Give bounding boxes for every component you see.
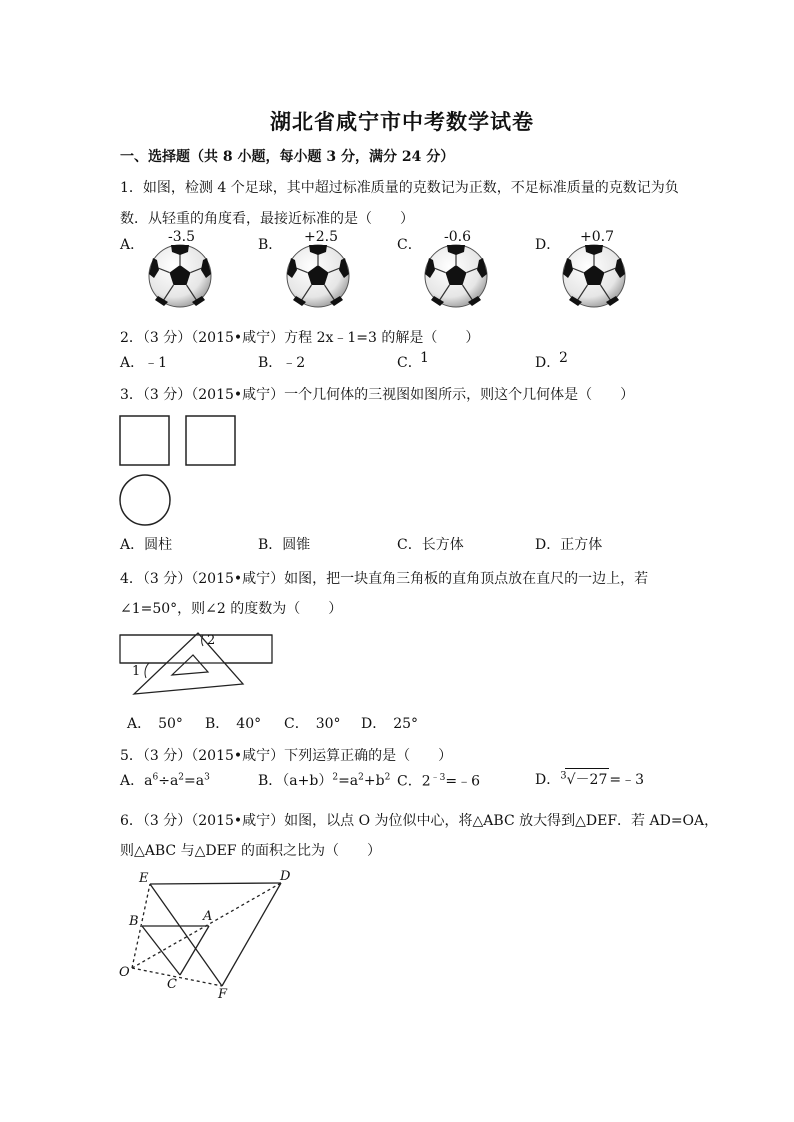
q4-option-b: B． 40° <box>205 716 262 732</box>
similar-triangles-figure <box>132 883 281 986</box>
q3-option-b: B．圆锥 <box>258 537 311 553</box>
soccer-ball-c <box>425 245 487 307</box>
point-b-label: B <box>129 914 139 929</box>
q2-option-a: A．﹣1 <box>120 355 168 371</box>
q5-b-rest2: +b <box>363 773 385 789</box>
side-view-square <box>186 416 235 465</box>
q5-a-op: ÷a <box>158 773 179 789</box>
angle-1-arc <box>145 663 149 678</box>
q5-d-prefix: D． <box>535 772 561 788</box>
q1-option-a-letter: A． <box>120 237 145 253</box>
question-6-line1: 6．（3 分）（2015•咸宁）如图，以点 O 为位似中心，将△ABC 放大得到△DEF．若 AD=OA， <box>120 813 719 829</box>
q5-c-prefix: C． <box>397 773 422 790</box>
q5-c-base: 2 <box>421 773 431 790</box>
point-c-label: C <box>167 977 177 992</box>
point-a-label: A <box>203 909 213 924</box>
q5-d-radical: √－27 <box>565 768 610 789</box>
question-6-line2: 则△ABC 与△DEF 的面积之比为（ ） <box>120 843 381 859</box>
soccer-ball-b <box>287 245 349 307</box>
q1-option-c-letter: C． <box>397 237 422 253</box>
soccer-ball-d <box>563 245 625 307</box>
q5-b-exp2: 2 <box>358 772 364 783</box>
q5-b-rest: =a <box>338 773 359 789</box>
question-1-line2: 数．从轻重的角度看，最接近标准的是（ ） <box>120 211 414 227</box>
q2-option-c-value: 1 <box>420 350 429 366</box>
q5-d-root-index: 3 <box>560 770 567 782</box>
q2-option-d-value: 2 <box>559 350 568 366</box>
point-o-label: O <box>119 965 130 980</box>
q5-option-a <box>120 770 210 790</box>
q5-d-rest: =﹣3 <box>609 772 644 788</box>
q5-option-d <box>535 768 644 789</box>
q4-option-c: C． 30° <box>284 716 341 732</box>
question-1-line1: 1．如图，检测 4 个足球，其中超过标准质量的克数记为正数，不足标准质量的克数记为负 <box>120 180 679 196</box>
q5-c-exp: ﹣3 <box>430 773 446 783</box>
q1-option-a-value: -3.5 <box>168 229 195 245</box>
q5-b-prefix: B． <box>258 773 283 789</box>
q5-a-exp2: 2 <box>178 772 185 783</box>
q4-option-a: A． 50° <box>127 716 183 732</box>
point-e-label: E <box>139 871 149 886</box>
q1-option-c-value: -0.6 <box>444 229 471 245</box>
q5-a-exp1: 6 <box>152 772 159 783</box>
q5-a-prefix: A． <box>120 773 145 789</box>
q5-a-exp3: 3 <box>204 772 210 783</box>
q1-option-d-letter: D． <box>535 237 561 253</box>
point-f-label: F <box>218 987 228 1002</box>
top-view-circle <box>120 475 170 525</box>
point-d-label: D <box>280 869 291 884</box>
q1-option-d-value: +0.7 <box>580 229 614 245</box>
question-5: 5．（3 分）（2015•咸宁）下列运算正确的是（ ） <box>120 748 453 764</box>
question-2: 2．（3 分）（2015•咸宁）方程 2x﹣1=3 的解是（ ） <box>120 330 480 346</box>
q5-b-exp3: 2 <box>384 772 391 783</box>
q5-option-b <box>258 770 390 790</box>
q4-option-d: D． 25° <box>361 716 419 732</box>
q3-option-a: A．圆柱 <box>120 537 173 553</box>
q5-b-body: （a+b） <box>282 773 333 789</box>
q2-option-b: B．﹣2 <box>258 355 306 371</box>
front-view-square <box>120 416 169 465</box>
question-4-line1: 4．（3 分）（2015•咸宁）如图，把一块直角三角板的直角顶点放在直尺的一边上，若 <box>120 571 649 587</box>
soccer-ball-a <box>149 245 211 307</box>
q2-option-c: C． <box>397 355 422 371</box>
angle-2-label: 2 <box>207 633 216 648</box>
q3-option-c: C．长方体 <box>397 537 464 553</box>
section-header: 一、选择题（共 8 小题，每小题 3 分，满分 24 分） <box>120 149 455 165</box>
page-title: 湖北省咸宁市中考数学试卷 <box>270 109 534 134</box>
q5-option-c <box>397 770 480 791</box>
question-3: 3．（3 分）（2015•咸宁）一个几何体的三视图如图所示，则这个几何体是（ ） <box>120 387 635 403</box>
q5-d-radicand: －27 <box>575 772 608 788</box>
q5-b-exp1: 2 <box>332 772 339 783</box>
q3-option-d: D．正方体 <box>535 537 603 553</box>
q5-a-base: a <box>144 773 153 789</box>
q1-option-b-value: +2.5 <box>304 229 338 245</box>
q2-option-d: D． <box>535 355 561 371</box>
q5-c-rest: =﹣6 <box>445 773 481 790</box>
q5-a-rest: =a <box>184 773 205 789</box>
angle-1-label: 1 <box>132 664 141 679</box>
question-4-line2: ∠1=50°，则∠2 的度数为（ ） <box>120 601 343 617</box>
q1-option-b-letter: B． <box>258 237 283 253</box>
